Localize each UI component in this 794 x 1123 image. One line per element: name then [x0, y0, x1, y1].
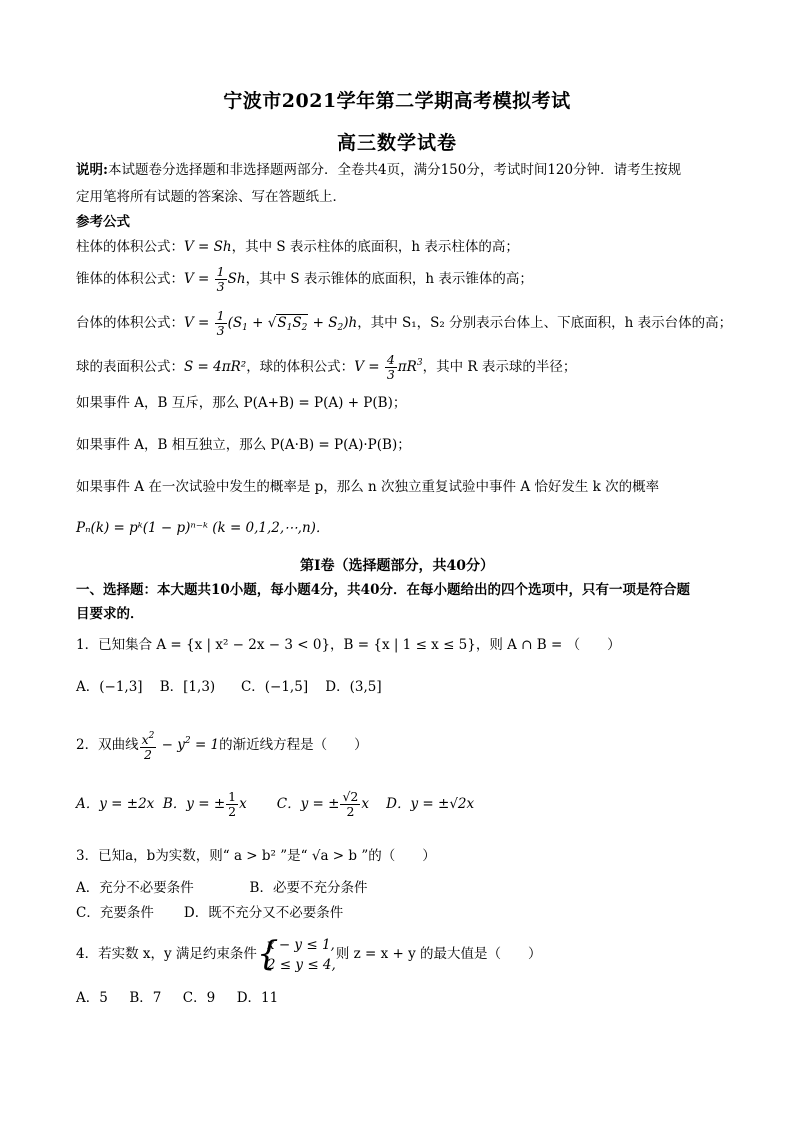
q2-option-c[interactable]: C．y = ± $\frac{√2}{2}$ x	[276, 789, 369, 819]
q4-condition-1: x − y ≤ 1,	[266, 936, 335, 953]
question-2-stem	[76, 722, 368, 764]
question-3-options-row-1	[76, 878, 367, 898]
section-title: 第Ⅰ卷（选择题部分，共40分）	[299, 558, 495, 574]
instructions-text-1: 本试题卷分选择题和非选择题两部分．全卷共4页，满分150分，考试时间120分钟．请考生按规	[107, 162, 682, 178]
instructions-line-2: 定用笔将所有试题的答案涂、写在答题纸上．	[76, 189, 346, 205]
prism-desc: ，其中 S 表示柱体的底面积，h 表示柱体的高；	[231, 239, 519, 255]
q3-option-b[interactable]: B．必要不充分条件	[249, 880, 368, 896]
q2-option-a[interactable]: A．y = ±2x	[76, 796, 155, 812]
instructions-line-1	[76, 160, 681, 180]
q2-option-d[interactable]: D．y = ±√2x	[386, 796, 475, 812]
prism-formula: V = Sh	[184, 239, 232, 255]
q1-option-d[interactable]: D．(3,5]	[325, 679, 382, 695]
question-1-stem: 1．已知集合 A = {x | x² − 2x − 3 < 0}，B = {x | 1 ≤ x ≤ 5}，则 A ∩ B = （ ）	[76, 637, 621, 653]
instructions-label: 说明:	[76, 162, 108, 178]
formula-independent: 如果事件 A，B 相互独立，那么 P(A·B) = P(A)·P(B)；	[76, 437, 411, 453]
q2-stem-pre: 2．双曲线	[76, 737, 139, 753]
formula-frustum	[76, 306, 732, 345]
formula-bernoulli-expr: Pₙ(k) = pᵏ(1 − p)ⁿ⁻ᵏ (k = 0,1,2,⋯,n)．	[76, 520, 330, 536]
exam-subtitle: 高三数学试卷	[336, 132, 457, 154]
question-4-stem	[76, 932, 542, 976]
q1-option-c[interactable]: C．(−1,5]	[240, 679, 309, 695]
q4-stem-post: 则 z = x + y 的最大值是（ ）	[335, 946, 542, 962]
q1-option-a[interactable]: A．(−1,3]	[76, 679, 143, 695]
brace-icon: {	[256, 933, 279, 974]
q3-option-a[interactable]: A．充分不必要条件	[76, 880, 194, 896]
q2-hyperbola: $\frac{x^2}{2}$ − $y^2 = 1$	[141, 731, 220, 762]
question-3-stem: 3．已知a，b为实数，则“ a > b² ”是“ √a > b ”的（ ）	[76, 848, 436, 864]
q4-option-b[interactable]: B．7	[129, 990, 162, 1006]
sphere-volume: V = $\frac{4}{3}$ $\pi R^3$	[354, 352, 423, 382]
q4-option-c[interactable]: C．9	[182, 990, 216, 1006]
q4-condition-2: 2 ≤ y ≤ 4,	[266, 956, 336, 973]
q2-stem-post: 的渐近线方程是（ ）	[219, 737, 368, 753]
q2-option-b[interactable]: B．y = ± $\frac{1}{2}$ x	[162, 789, 247, 819]
q2-option-c-text: C．y = ±	[276, 796, 340, 812]
sphere-label: 球的表面积公式：	[76, 359, 184, 375]
q3-option-c[interactable]: C．充要条件	[76, 905, 154, 921]
q4-constraints	[257, 935, 336, 975]
formula-exclusive: 如果事件 A，B 互斥，那么 P(A+B) = P(A) + P(B)；	[76, 395, 407, 411]
q2-option-b-text: B．y = ±	[162, 796, 226, 812]
exam-title: 宁波市2021学年第二学期高考模拟考试	[223, 90, 571, 112]
sphere-desc: ，其中 R 表示球的半径；	[422, 359, 577, 375]
question-4-options	[76, 988, 278, 1008]
q3-option-d[interactable]: D．既不充分又不必要条件	[183, 905, 344, 921]
question-3-options-row-2	[76, 903, 343, 923]
sphere-area: S = 4πR²	[184, 359, 247, 375]
cone-formula: V = $\frac{1}{3}$ Sh	[184, 264, 246, 294]
formula-sphere	[76, 346, 576, 384]
frustum-desc: ，其中 S₁，S₂ 分别表示台体上、下底面积，h 表示台体的高；	[357, 315, 733, 331]
question-2-options	[76, 785, 474, 823]
cone-label: 锥体的体积公式：	[76, 271, 184, 287]
formula-cone	[76, 262, 533, 296]
frustum-formula: V = $\frac{1}{3}$ $(S_1 + √S_1S_2 + S_2)h$	[184, 308, 358, 338]
cone-desc: ，其中 S 表示锥体的底面积，h 表示锥体的高；	[245, 271, 533, 287]
section-intro-2: 目要求的．	[76, 606, 144, 622]
q4-stem-pre: 4．若实数 x，y 满足约束条件	[76, 946, 257, 962]
sphere-vol-label: ，球的体积公式：	[246, 359, 355, 375]
formulas-heading: 参考公式	[76, 214, 130, 230]
formula-prism	[76, 237, 519, 257]
frustum-label: 台体的体积公式：	[76, 315, 184, 331]
q4-option-a[interactable]: A．5	[76, 990, 108, 1006]
question-1-options	[76, 677, 382, 697]
section-intro-1: 一、选择题：本大题共10小题，每小题4分，共40分．在每小题给出的四个选项中，只有一项是符合题	[76, 582, 690, 598]
q4-option-d[interactable]: D．11	[236, 990, 279, 1006]
formula-bernoulli: 如果事件 A 在一次试验中发生的概率是 p，那么 n 次独立重复试验中事件 A 恰好发生 k 次的概率	[76, 479, 660, 495]
q1-option-b[interactable]: B．[1,3)	[159, 679, 216, 695]
prism-label: 柱体的体积公式：	[76, 239, 184, 255]
